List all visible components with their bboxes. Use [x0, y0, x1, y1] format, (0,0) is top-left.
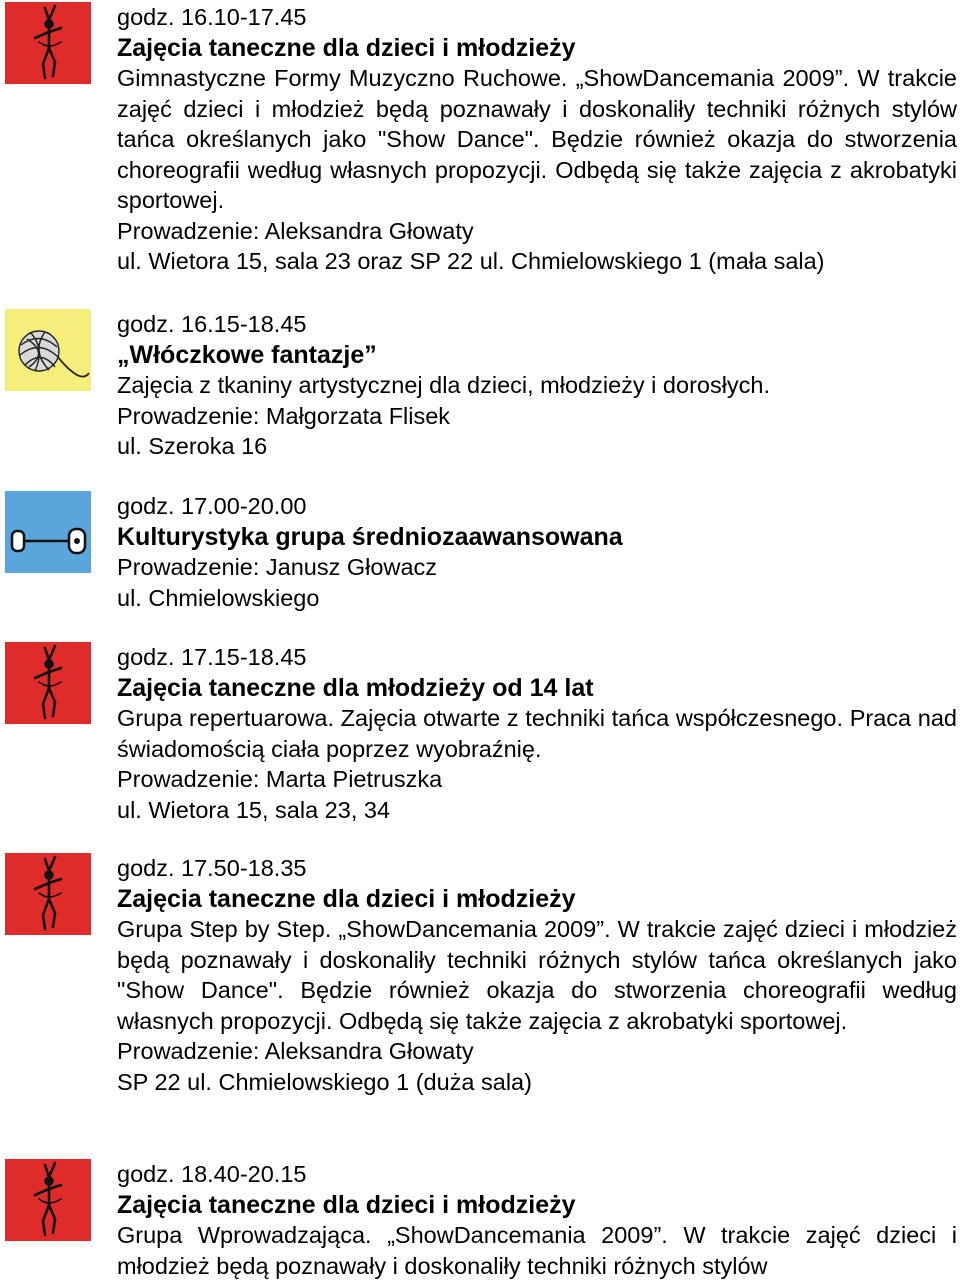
entry-title: Zajęcia taneczne dla dzieci i młodzieży — [117, 1190, 576, 1219]
dancer-icon — [5, 853, 91, 935]
entry-leader: Prowadzenie: Janusz Głowacz — [117, 554, 438, 580]
schedule-entry — [117, 642, 957, 825]
schedule-entry — [117, 853, 957, 1097]
entry-address: ul. Szeroka 16 — [117, 433, 268, 459]
entry-description: Grupa Wprowadzająca. „ShowDancemania 2009”. W trakcie zajęć dzieci i młodzież będą poznawały i doskonaliły techniki różnych stylów — [117, 1222, 957, 1279]
entry-title: „Włóczkowe fantazje” — [117, 340, 377, 369]
dancer-icon — [5, 2, 91, 84]
entry-description: Grupa repertuarowa. Zajęcia otwarte z techniki tańca współczesnego. Praca nad świadomością ciała poprzez wyobraźnię. — [117, 705, 957, 762]
entry-time: godz. 17.50-18.35 — [117, 855, 307, 881]
entry-time: godz. 18.40-20.15 — [117, 1161, 307, 1187]
dumbbell-icon — [5, 491, 91, 573]
entry-leader: Prowadzenie: Aleksandra Głowaty — [117, 1038, 474, 1064]
schedule-entry — [117, 1159, 957, 1281]
entry-address: ul. Wietora 15, sala 23 oraz SP 22 ul. Chmielowskiego 1 (mała sala) — [117, 248, 825, 274]
entry-time: godz. 16.10-17.45 — [117, 4, 307, 30]
schedule-entry — [117, 2, 957, 277]
entry-leader: Prowadzenie: Małgorzata Flisek — [117, 402, 451, 429]
entry-title: Zajęcia taneczne dla dzieci i młodzieży — [117, 884, 576, 913]
entry-time: godz. 17.00-20.00 — [117, 493, 307, 519]
entry-time: godz. 17.15-18.45 — [117, 644, 307, 670]
entry-title: Kulturystyka grupa średniozaawansowana — [117, 522, 623, 551]
entry-title: Zajęcia taneczne dla młodzieży od 14 lat — [117, 673, 594, 702]
entry-address: ul. Chmielowskiego — [117, 584, 320, 611]
dancer-icon — [5, 642, 91, 724]
yarn-ball-icon — [5, 309, 91, 391]
entry-leader: Prowadzenie: Marta Pietruszka — [117, 766, 443, 792]
schedule-entry — [117, 491, 957, 613]
entry-description: Gimnastyczne Formy Muzyczno Ruchowe. „ShowDancemania 2009”. W trakcie zajęć dzieci i młodzież będą poznawały i doskonaliły techniki różnych stylów tańca określanych jako "Show Dance". Będzie również okazja do stworzenia choreografii według własnych propozycji. Odbędą się także zajęcia z akrobatyki sportowej. — [117, 65, 957, 213]
entry-description: Grupa Step by Step. „ShowDancemania 2009”. W trakcie zajęć dzieci i młodzież będą poznawały i doskonaliły techniki różnych stylów tańca określanych jako "Show Dance". Będzie również okazja do stworzenia choreografii według własnych propozycji. Odbędą się także zajęcia z akrobatyki sportowej. — [117, 916, 957, 1034]
entry-address: SP 22 ul. Chmielowskiego 1 (duża sala) — [117, 1068, 532, 1095]
entry-title: Zajęcia taneczne dla dzieci i młodzieży — [117, 33, 576, 62]
entry-address: ul. Wietora 15, sala 23, 34 — [117, 796, 391, 823]
entry-description: Zajęcia z tkaniny artystycznej dla dzieci, młodzieży i dorosłych. — [117, 372, 771, 398]
entry-leader: Prowadzenie: Aleksandra Głowaty — [117, 217, 474, 244]
dancer-icon — [5, 1159, 91, 1241]
entry-time: godz. 16.15-18.45 — [117, 311, 307, 337]
schedule-entry — [117, 309, 957, 462]
